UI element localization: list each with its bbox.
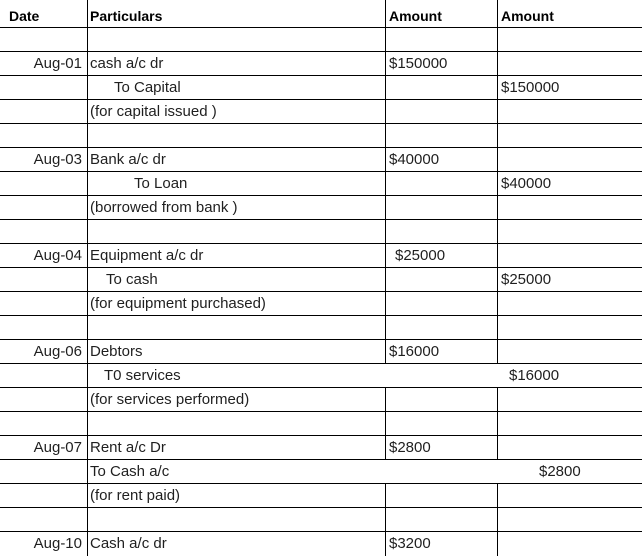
entry-particulars: To cash — [106, 271, 158, 288]
debit-col-rule — [497, 220, 498, 244]
entry-particulars: Rent a/c Dr — [90, 439, 166, 456]
row-rule — [0, 507, 642, 508]
date-col-rule — [87, 532, 88, 556]
debit-col-rule — [497, 436, 498, 460]
row-rule — [0, 483, 642, 484]
row-rule — [0, 171, 642, 172]
header-amount-credit: Amount — [501, 8, 554, 24]
debit-col-rule — [497, 508, 498, 532]
row-rule — [0, 411, 642, 412]
particulars-col-rule — [385, 172, 386, 196]
entry-debit-amount: $150000 — [389, 55, 448, 72]
particulars-col-rule — [385, 412, 386, 436]
row-rule — [0, 51, 642, 52]
debit-col-rule — [497, 532, 498, 556]
particulars-col-rule — [385, 196, 386, 220]
date-col-rule — [87, 292, 88, 316]
debit-col-rule — [497, 76, 498, 100]
entry-particulars: Cash a/c dr — [90, 535, 167, 552]
debit-col-rule — [497, 100, 498, 124]
debit-col-rule — [497, 316, 498, 340]
entry-particulars: (for capital issued ) — [90, 103, 217, 120]
entry-credit-amount: $40000 — [501, 175, 552, 192]
debit-col-rule — [497, 340, 498, 364]
entry-date: Aug-07 — [33, 439, 82, 456]
date-col-rule — [87, 172, 88, 196]
date-col-rule — [87, 220, 88, 244]
particulars-col-rule — [385, 0, 386, 28]
particulars-col-rule — [385, 52, 386, 76]
date-col-rule — [87, 412, 88, 436]
header-date: Date — [9, 8, 40, 24]
date-col-rule — [87, 508, 88, 532]
particulars-col-rule — [385, 340, 386, 364]
row-rule — [0, 195, 642, 196]
date-col-rule — [87, 148, 88, 172]
debit-col-rule — [497, 52, 498, 76]
entry-particulars: cash a/c dr — [90, 55, 164, 72]
entry-debit-amount: $3200 — [389, 535, 431, 552]
debit-col-rule — [497, 412, 498, 436]
particulars-col-rule — [385, 76, 386, 100]
row-rule — [0, 75, 642, 76]
header-rule — [0, 27, 642, 28]
particulars-col-rule — [385, 124, 386, 148]
row-rule — [0, 459, 642, 460]
debit-col-rule — [497, 124, 498, 148]
entry-particulars: Equipment a/c dr — [90, 247, 204, 264]
particulars-col-rule — [385, 484, 386, 508]
entry-credit-amount: $16000 — [509, 367, 560, 384]
entry-date: Aug-10 — [33, 535, 82, 552]
row-rule — [0, 219, 642, 220]
entry-particulars: (for equipment purchased) — [90, 295, 266, 312]
row-rule — [0, 123, 642, 124]
entry-credit-amount: $25000 — [501, 271, 552, 288]
date-col-rule — [87, 460, 88, 484]
entry-debit-amount: $25000 — [395, 247, 446, 264]
row-rule — [0, 147, 642, 148]
row-rule — [0, 99, 642, 100]
debit-col-rule — [497, 388, 498, 412]
particulars-col-rule — [385, 532, 386, 556]
entry-particulars: Debtors — [90, 343, 143, 360]
row-rule — [0, 387, 642, 388]
entry-date: Aug-03 — [33, 151, 82, 168]
entry-date: Aug-04 — [33, 247, 82, 264]
row-rule — [0, 531, 642, 532]
row-rule — [0, 339, 642, 340]
particulars-col-rule — [385, 148, 386, 172]
header-particulars: Particulars — [90, 8, 163, 24]
date-col-rule — [87, 484, 88, 508]
debit-col-rule — [497, 0, 498, 28]
debit-col-rule — [497, 148, 498, 172]
row-rule — [0, 291, 642, 292]
entry-particulars: To Loan — [134, 175, 188, 192]
entry-particulars: (borrowed from bank ) — [90, 199, 238, 216]
particulars-col-rule — [385, 268, 386, 292]
date-col-rule — [87, 340, 88, 364]
particulars-col-rule — [385, 244, 386, 268]
header-amount-debit: Amount — [389, 8, 442, 24]
entry-debit-amount: $40000 — [389, 151, 440, 168]
debit-col-rule — [497, 172, 498, 196]
entry-credit-amount: $150000 — [501, 79, 560, 96]
debit-col-rule — [497, 28, 498, 52]
particulars-col-rule — [385, 508, 386, 532]
particulars-col-rule — [385, 100, 386, 124]
entry-date: Aug-06 — [33, 343, 82, 360]
particulars-col-rule — [385, 316, 386, 340]
date-col-rule — [87, 244, 88, 268]
row-rule — [0, 243, 642, 244]
entry-particulars: (for services performed) — [90, 391, 250, 408]
date-col-rule — [87, 196, 88, 220]
date-col-rule — [87, 436, 88, 460]
date-col-rule — [87, 28, 88, 52]
date-col-rule — [87, 316, 88, 340]
entry-particulars: (for rent paid) — [90, 487, 181, 504]
row-rule — [0, 435, 642, 436]
particulars-col-rule — [385, 388, 386, 412]
debit-col-rule — [497, 268, 498, 292]
entry-particulars: To Capital — [114, 79, 181, 96]
debit-col-rule — [497, 244, 498, 268]
date-col-rule — [87, 364, 88, 388]
entry-debit-amount: $2800 — [389, 439, 431, 456]
particulars-col-rule — [385, 220, 386, 244]
entry-particulars: Bank a/c dr — [90, 151, 166, 168]
particulars-col-rule — [385, 292, 386, 316]
date-col-rule — [87, 388, 88, 412]
date-col-rule — [87, 0, 88, 28]
entry-debit-amount: $16000 — [389, 343, 440, 360]
row-rule — [0, 267, 642, 268]
entry-particulars: To Cash a/c — [90, 463, 170, 480]
date-col-rule — [87, 124, 88, 148]
entry-particulars: T0 services — [104, 367, 181, 384]
particulars-col-rule — [385, 28, 386, 52]
date-col-rule — [87, 100, 88, 124]
entry-date: Aug-01 — [33, 55, 82, 72]
date-col-rule — [87, 52, 88, 76]
date-col-rule — [87, 268, 88, 292]
debit-col-rule — [497, 484, 498, 508]
particulars-col-rule — [385, 436, 386, 460]
debit-col-rule — [497, 196, 498, 220]
date-col-rule — [87, 76, 88, 100]
row-rule — [0, 315, 642, 316]
debit-col-rule — [497, 292, 498, 316]
entry-credit-amount: $2800 — [539, 463, 581, 480]
row-rule — [0, 363, 642, 364]
